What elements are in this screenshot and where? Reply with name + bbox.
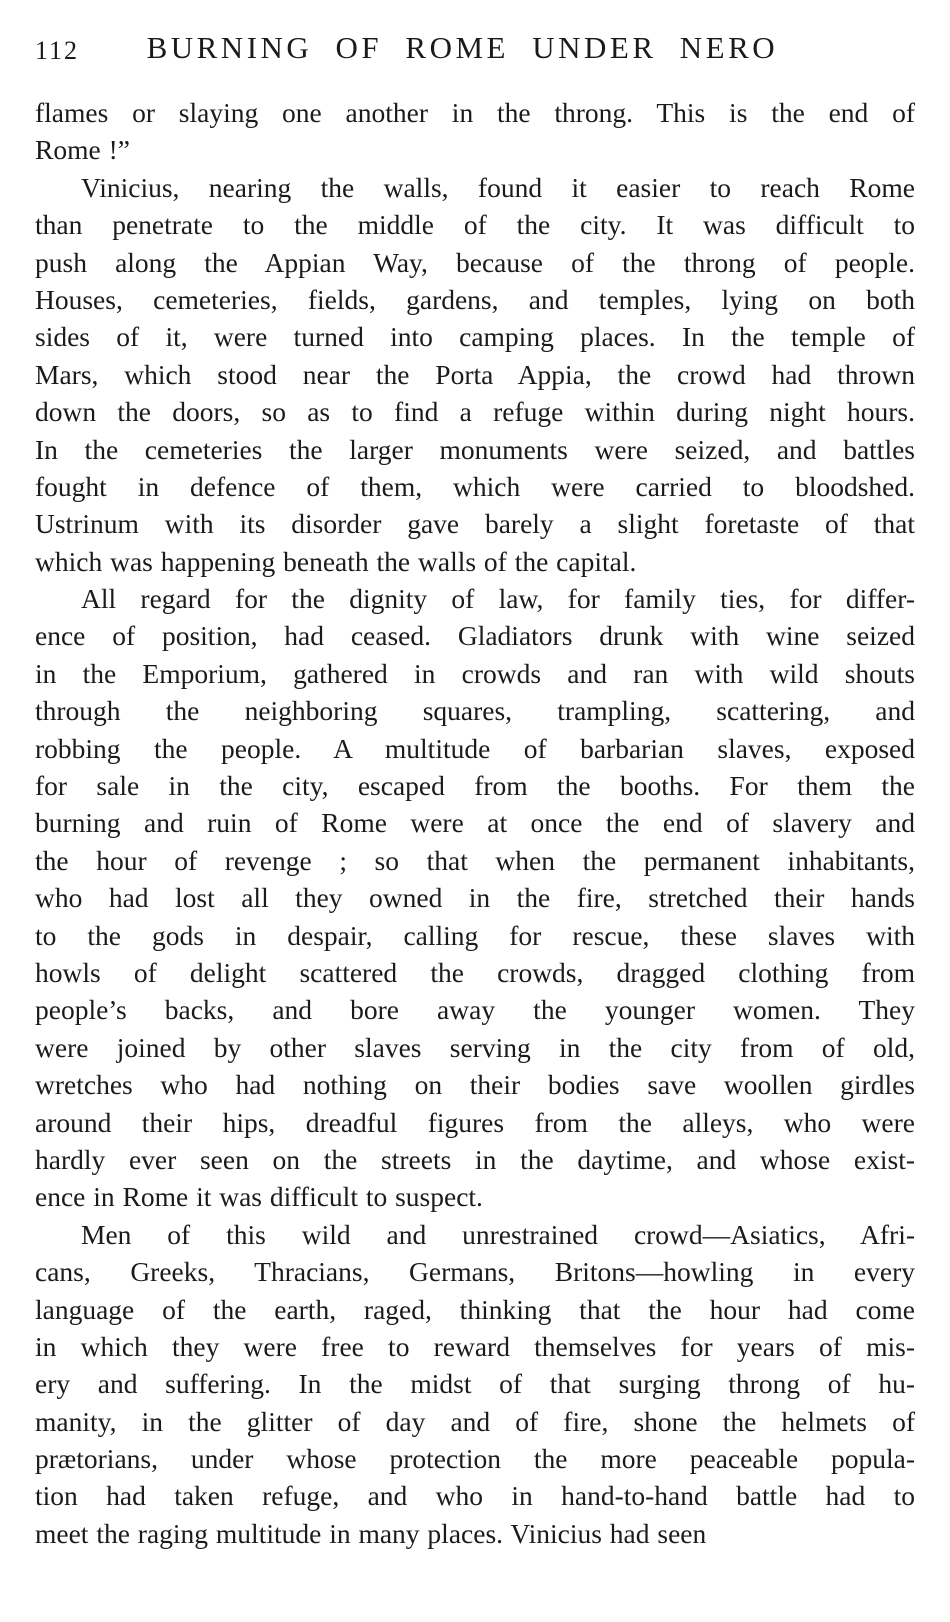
paragraph (35, 1216, 915, 1553)
text-line: who had lost all they owned in the fire, stretched their hands (35, 882, 915, 914)
text-line: burning and ruin of Rome were at once the end of slavery and (35, 807, 915, 839)
text-line: Rome !” (35, 134, 130, 166)
text-line: language of the earth, raged, thinking that the hour had come (35, 1293, 915, 1325)
text-line: were joined by other slaves serving in the city from of old, (35, 1031, 915, 1063)
text-line: manity, in the glitter of day and of fire, shone the helmets of (35, 1405, 915, 1437)
text-line: sides of it, were turned into camping places. In the temple of (35, 321, 915, 353)
text-line: cans, Greeks, Thracians, Germans, Britons—howling in every (35, 1256, 915, 1288)
text-line: Mars, which stood near the Porta Appia, the crowd had thrown (35, 358, 915, 390)
text-line: Ustrinum with its disorder gave barely a slight foretaste of that (35, 508, 915, 540)
text-line: push along the Appian Way, because of the throng of people. (35, 246, 915, 278)
text-line: down the doors, so as to find a refuge within during night hours. (35, 396, 915, 428)
text-line: to the gods in despair, calling for rescue, these slaves with (35, 919, 915, 951)
text-line: people’s backs, and bore away the younger women. They (35, 994, 915, 1026)
paragraph (35, 169, 915, 580)
paragraph (35, 94, 915, 169)
text-line: flames or slaying one another in the throng. This is the end of (35, 97, 915, 128)
text-line: in which they were free to reward themselves for years of mis- (35, 1330, 915, 1362)
text-line: for sale in the city, escaped from the booths. For them the (35, 770, 915, 802)
text-line: meet the raging multitude in many places. Vinicius had seen (35, 1517, 707, 1549)
paragraph (35, 580, 915, 1216)
text-line: howls of delight scattered the crowds, dragged clothing from (35, 956, 915, 988)
text-line: All regard for the dignity of law, for family ties, for differ- (81, 583, 915, 615)
text-line: the hour of revenge ; so that when the permanent inhabitants, (35, 844, 915, 876)
text-line: in the Emporium, gathered in crowds and ran with wild shouts (35, 657, 915, 689)
text-line: In the cemeteries the larger monuments were seized, and battles (35, 433, 915, 465)
text-line: ence of position, had ceased. Gladiators drunk with wine seized (35, 620, 915, 652)
running-title: BURNING OF ROME UNDER NERO (146, 30, 779, 65)
text-line: ence in Rome it was difficult to suspect. (35, 1181, 483, 1213)
text-line: Men of this wild and unrestrained crowd—Asiatics, Afri- (81, 1218, 915, 1250)
text-block (35, 94, 915, 1552)
text-line: ery and suffering. In the midst of that surging throng of hu- (35, 1368, 915, 1400)
text-line: which was happening beneath the walls of the capital. (35, 545, 637, 577)
text-line: Vinicius, nearing the walls, found it easier to reach Rome (81, 171, 915, 203)
text-line: robbing the people. A multitude of barbarian slaves, exposed (35, 732, 915, 764)
text-line: prætorians, under whose protection the more peaceable popula- (35, 1443, 915, 1475)
text-line: tion had taken refuge, and who in hand-to-hand battle had to (35, 1480, 915, 1512)
running-head (35, 30, 915, 70)
page-number: 112 (35, 36, 80, 65)
text-line: Houses, cemeteries, fields, gardens, and temples, lying on both (35, 283, 915, 315)
text-line: hardly ever seen on the streets in the daytime, and whose exist- (35, 1143, 915, 1175)
text-line: fought in defence of them, which were carried to bloodshed. (35, 470, 915, 502)
text-line: through the neighboring squares, trampling, scattering, and (35, 695, 915, 727)
text-line: around their hips, dreadful figures from the alleys, who were (35, 1106, 915, 1138)
text-line: than penetrate to the middle of the city. It was difficult to (35, 209, 915, 241)
text-line: wretches who had nothing on their bodies save woollen girdles (35, 1069, 915, 1101)
